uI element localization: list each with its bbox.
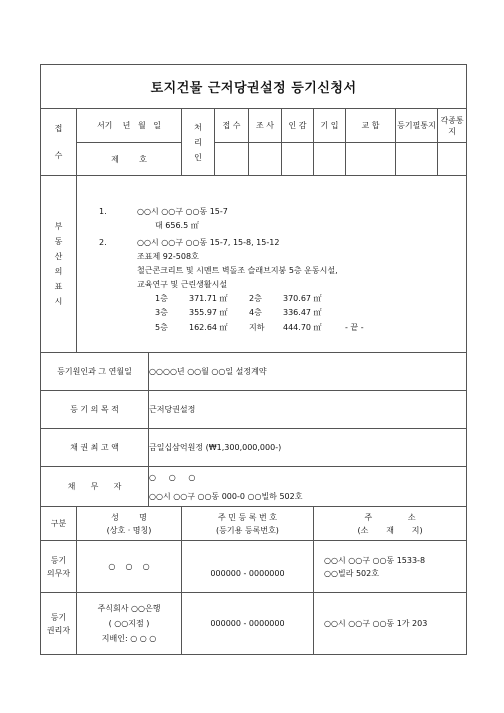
floor-area: 336.47 ㎡ xyxy=(283,308,322,318)
staff-entry: 기 입 xyxy=(314,109,346,143)
holder-name xyxy=(77,593,182,655)
staff-reception: 접 수 xyxy=(215,109,249,143)
floor-area: 371.71 ㎡ xyxy=(189,294,228,304)
staff-completion-notice: 등기필통지 xyxy=(396,109,438,143)
holder-label-2: 권리자 xyxy=(46,625,71,635)
item1-address: ○○시 ○○구 ○○동 15-7 xyxy=(137,207,228,217)
debtor-label: 채 무 자 xyxy=(41,467,149,507)
form-table xyxy=(40,64,467,655)
max-amount-value: 금일십삼억원정 (₩1,300,000,000-) xyxy=(149,429,467,467)
floor-row xyxy=(77,321,466,335)
handler-label xyxy=(182,109,215,176)
floor-label: 2층 xyxy=(249,294,262,304)
obligor-address-line2: ○○빌라 502호 xyxy=(324,568,379,578)
header-id xyxy=(182,507,314,541)
cause-value: ○○○○년 ○○월 ○○일 설정계약 xyxy=(149,353,467,391)
header-address-sub: (소 재 지) xyxy=(357,525,423,535)
floor-label: 5층 xyxy=(155,322,168,332)
staff-box-3[interactable] xyxy=(282,143,314,176)
staff-box-2[interactable] xyxy=(249,143,282,176)
holder-label xyxy=(41,593,77,655)
holder-id: 000000 - 0000000 xyxy=(182,593,314,655)
staff-verify: 교 합 xyxy=(346,109,396,143)
item2-number: 2. xyxy=(99,237,107,247)
property-char-4: 의 xyxy=(54,267,63,276)
item2-address: ○○시 ○○구 ○○동 15-7, 15-8, 15-12 xyxy=(137,237,280,247)
floor-area: 370.67 ㎡ xyxy=(283,294,322,304)
reception-number: 제 호 xyxy=(77,143,182,176)
staff-box-6[interactable] xyxy=(396,143,438,176)
obligor-id: 000000 - 0000000 xyxy=(182,541,314,593)
floor-area: 355.97 ㎡ xyxy=(189,308,228,318)
purpose-value: 근저당권설정 xyxy=(149,391,467,429)
handler-char-3: 인 xyxy=(194,152,202,162)
holder-name-line3: 지배인: ○ ○ ○ xyxy=(101,634,157,643)
item1-land-area: 대 656.5 ㎡ xyxy=(155,221,199,231)
item2-lot: 조표제 92-508호 xyxy=(137,251,199,261)
holder-label-1: 등기 xyxy=(50,612,67,622)
reception-char-2: 수 xyxy=(54,151,63,160)
staff-box-4[interactable] xyxy=(314,143,346,176)
reception-date: 서기 년 월 일 xyxy=(77,109,182,143)
property-char-6: 시 xyxy=(54,297,63,306)
floor-row xyxy=(77,292,466,306)
header-name-sub: (상호 · 명칭) xyxy=(106,525,152,535)
debtor-name: ○ ○ ○ xyxy=(149,472,196,482)
cause-label: 등기원인과 그 연월일 xyxy=(41,353,149,391)
holder-name-line2: ( ○○지점 ) xyxy=(108,619,150,628)
staff-box-7[interactable] xyxy=(438,143,467,176)
handler-char-1: 처 xyxy=(194,122,202,132)
floor-label: 3층 xyxy=(155,308,168,318)
item1-number: 1. xyxy=(99,207,107,217)
holder-name-line1: 주식회사 ○○은행 xyxy=(97,604,161,613)
obligor-address-line1: ○○시 ○○구 ○○동 1533-8 xyxy=(324,555,426,565)
floor-area: 162.64 ㎡ xyxy=(189,322,228,332)
reception-char-1: 접 xyxy=(54,124,63,133)
staff-box-5[interactable] xyxy=(346,143,396,176)
staff-review: 조 사 xyxy=(249,109,282,143)
header-kind: 구분 xyxy=(41,507,77,541)
reception-label xyxy=(41,109,77,176)
end-mark: - 끝 - xyxy=(345,322,364,332)
floor-row xyxy=(77,306,466,320)
holder-address: ○○시 ○○구 ○○동 1가 203 xyxy=(314,593,467,655)
debtor-address: ○○시 ○○구 ○○동 000-0 ○○빌하 502호 xyxy=(149,491,303,501)
property-char-5: 표 xyxy=(54,282,63,291)
staff-other-notice: 각종통지 xyxy=(438,109,467,143)
floor-label: 지하 xyxy=(249,322,265,332)
obligor-label xyxy=(41,541,77,593)
obligor-name: ○ ○ ○ xyxy=(77,541,182,593)
item2-use: 교육연구 및 근린생활시설 xyxy=(137,280,228,290)
property-char-2: 동 xyxy=(54,237,63,246)
application-form xyxy=(40,64,466,694)
handler-char-2: 리 xyxy=(194,137,202,147)
purpose-label: 등 기 의 목 적 xyxy=(41,391,149,429)
property-char-3: 산 xyxy=(54,252,63,261)
staff-seal: 인 감 xyxy=(282,109,314,143)
staff-box-1[interactable] xyxy=(215,143,249,176)
header-id-main: 주 민 등 록 번 호 xyxy=(217,512,278,522)
header-name xyxy=(77,507,182,541)
header-address xyxy=(314,507,467,541)
max-amount-label: 채 권 최 고 액 xyxy=(41,429,149,467)
floor-area: 444.70 ㎡ xyxy=(283,322,322,332)
property-char-1: 부 xyxy=(54,222,63,231)
header-id-sub: (등기용 등록번호) xyxy=(216,525,279,535)
header-address-main: 주 소 xyxy=(364,512,416,522)
obligor-address xyxy=(314,541,467,593)
obligor-label-2: 의무자 xyxy=(46,568,71,578)
form-title: 토지건물 근저당권설정 등기신청서 xyxy=(41,65,467,109)
debtor-value xyxy=(149,467,467,507)
obligor-label-1: 등기 xyxy=(50,555,67,565)
item2-structure: 철근콘크리트 및 시멘트 벽돌조 슬래브지붕 5층 운동시설, xyxy=(137,265,338,275)
property-description xyxy=(77,176,467,353)
floor-label: 4층 xyxy=(249,308,262,318)
property-label xyxy=(41,176,77,353)
header-name-main: 성 명 xyxy=(111,512,147,522)
floor-label: 1층 xyxy=(155,294,168,304)
